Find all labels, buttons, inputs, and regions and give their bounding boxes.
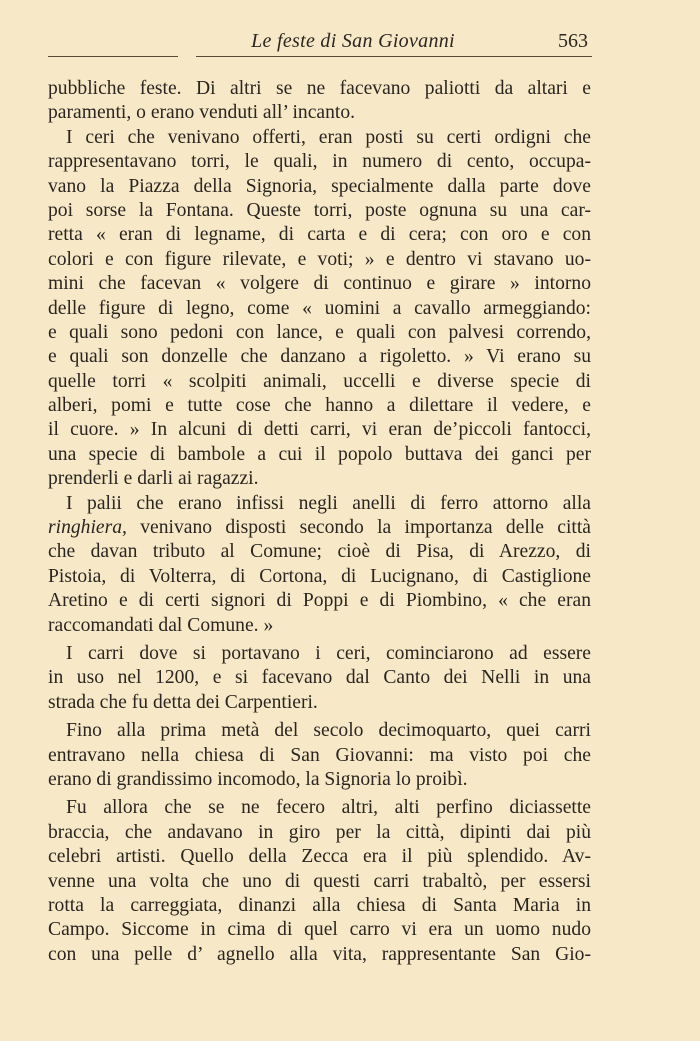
page-header (48, 28, 592, 58)
text-line: colori e con figure rilevate, e voti; » e dentro vi stavano uo- (48, 248, 591, 270)
text-line: e quali son donzelle che danzano a rigoletto. » Vi erano su (48, 346, 591, 368)
text-line: mini che facevan « volgere di continuo e girare » intorno (48, 273, 591, 295)
text-line: Campo. Siccome in cima di quel carro vi era un uomo nudo (48, 919, 591, 941)
text-line: pubbliche feste. Di altri se ne facevano paliotti da altari e (48, 78, 591, 99)
header-rule-right (196, 56, 592, 57)
text-line: in uso nel 1200, e si facevano dal Canto dei Nelli in una (48, 667, 591, 689)
paragraph-first-line: I carri dove si portavano i ceri, cominciarono ad essere (66, 642, 591, 664)
text-line-with-italic (48, 516, 591, 540)
text-line: rappresentavano torri, le quali, in numero di cento, occupa- (48, 151, 591, 173)
text-line: che davan tributo al Comune; cioè di Pisa, di Arezzo, di (48, 541, 591, 563)
text-line: erano di grandissimo incomodo, la Signoria lo proibì. (48, 768, 468, 790)
body-text (48, 77, 591, 967)
paragraph-first-line: Fu allora che se ne fecero altri, alti perfino diciassette (66, 797, 591, 819)
paragraph-first-line: I palii che erano infissi negli anelli di ferro attorno alla (66, 492, 591, 514)
header-rule-left (48, 56, 178, 57)
running-title: Le feste di San Giovanni (251, 30, 455, 52)
text-line: prenderli e darli ai ragazzi. (48, 468, 259, 490)
paragraph-first-line: Fino alla prima metà del secolo decimoquarto, quei carri (66, 720, 591, 742)
text-line: una specie di bambole a cui il popolo buttava dei ganci per (48, 443, 591, 465)
text-line: raccomandati dal Comune. » (48, 614, 274, 636)
text-line: e quali sono pedoni con lance, e quali con palvesi correndo, (48, 321, 591, 343)
text-line: delle figure di legno, come « uomini a cavallo armeggiando: (48, 297, 591, 319)
text-line: entravano nella chiesa di San Giovanni: ma visto poi che (48, 744, 591, 766)
italic-word: ringhiera, (48, 517, 127, 539)
text-line: celebri artisti. Quello della Zecca era il più splendido. Av- (48, 846, 591, 868)
text-line: quelle torri « scolpiti animali, uccelli e diverse specie di (48, 370, 591, 392)
text-line: alberi, pomi e tutte cose che hanno a dilettare il vedere, e (48, 395, 591, 417)
text-line: paramenti, o erano venduti all’ incanto. (48, 102, 356, 124)
text-line: retta « eran di legname, di carta e di cera; con oro e con (48, 224, 591, 246)
text-line: Pistoia, di Volterra, di Cortona, di Lucignano, di Castiglione (48, 565, 591, 587)
text-line: poi sorse la Fontana. Queste torri, poste ognuna su una car- (48, 199, 591, 221)
paragraph-first-line: I ceri che venivano offerti, eran posti su certi ordigni che (66, 126, 591, 148)
text-line: con una pelle d’ agnello alla vita, rappresentante San Gio- (48, 943, 591, 965)
text-line: braccia, che andavano in giro per la città, dipinti dai più (48, 821, 591, 843)
text-line: venne una volta che uno di questi carri trabaltò, per essersi (48, 870, 591, 892)
text-line: Aretino e di certi signori di Poppi e di Piombino, « che eran (48, 590, 591, 612)
text-line: strada che fu detta dei Carpentieri. (48, 691, 318, 713)
text-line-rest: venivano disposti secondo la importanza delle città (140, 517, 592, 539)
text-line: rotta la carreggiata, dinanzi alla chiesa di Santa Maria in (48, 894, 591, 916)
text-line: vano la Piazza della Signoria, specialmente dalla parte dove (48, 175, 591, 197)
page-number: 563 (558, 30, 588, 52)
text-line: il cuore. » In alcuni di detti carri, vi eran de’piccoli fantocci, (48, 419, 591, 441)
